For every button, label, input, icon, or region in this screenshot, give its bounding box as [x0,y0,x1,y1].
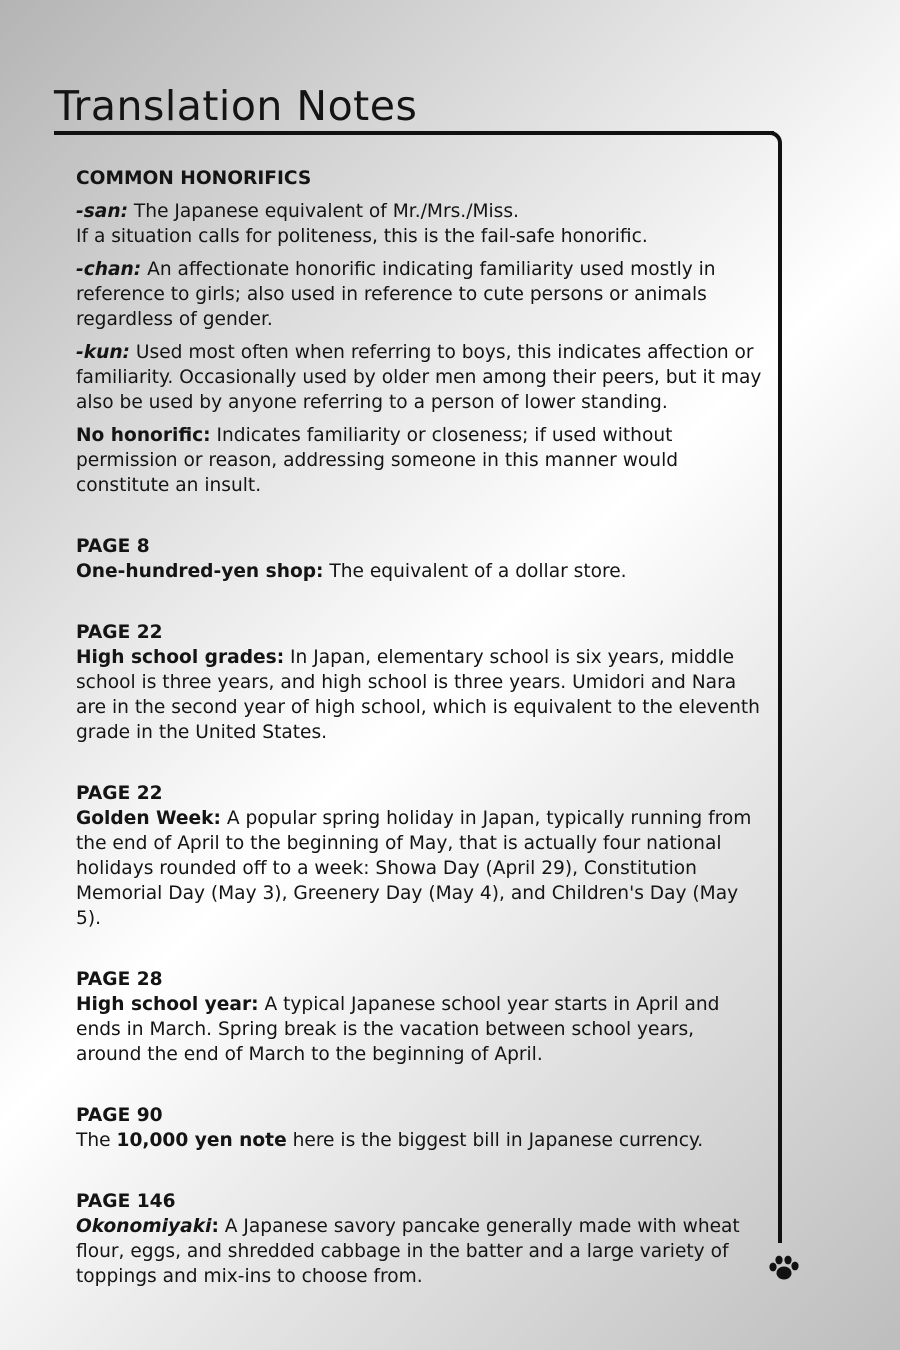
honorific-san [76,199,764,249]
note-body [76,1214,764,1289]
note-term: High school year: [76,994,259,1015]
note-body [76,992,764,1067]
note-text: The equivalent of a dollar store. [323,561,627,582]
page-title: Translation Notes [54,82,418,130]
note-page-label: PAGE 90 [76,1105,163,1126]
note-page-label: PAGE 8 [76,536,150,557]
note-text: A Japanese savory pancake generally made with wheat flour, eggs, and shredded cabbage in the batter and a large variety of toppings and mix-ins to choose from. [76,1216,740,1287]
honorific-text: Used most often when referring to boys, this indicates affection or familiarity. Occasionally used by older men among their peers, but it may also be used by anyone referring to a person of lower standing. [76,342,762,413]
honorific-chan [76,257,764,332]
note-page-90 [76,1103,764,1153]
note-page-22-grades [76,620,764,745]
honorific-none [76,423,764,498]
frame-right-rule [778,145,782,1243]
honorific-term: -chan: [76,259,142,280]
note-term: One-hundred-yen shop: [76,561,324,582]
note-page-22-golden-week [76,781,764,931]
paw-print-icon [765,1252,801,1282]
note-page-8 [76,534,764,584]
note-text: In Japan, elementary school is six years, middle school is three years, and high school is three years. Umidori and Nara are in the second year of high school, which is equivalent to the eleventh grade in the United States. [76,647,760,743]
note-term: 10,000 yen note [116,1130,287,1151]
honorific-kun [76,340,764,415]
note-page-146 [76,1189,764,1289]
honorific-text: Indicates familiarity or closeness; if used without permission or reason, addressing someone in this manner would constitute an insult. [76,425,679,496]
honorific-term: -san: [76,201,129,222]
note-text: A popular spring holiday in Japan, typically running from the end of April to the beginning of May, that is actually four national holidays rounded off to a week: Showa Day (April 29), Constitution Memorial Day (May 3), Greenery Day (May 4), and Children's Day (May 5). [76,808,752,929]
honorific-text: An affectionate honorific indicating familiarity used mostly in reference to girls; also used in reference to cute persons or animals regardless of gender. [76,259,716,330]
notes-body [76,166,764,1289]
note-page-label: PAGE 146 [76,1191,176,1212]
note-page-label: PAGE 22 [76,783,163,804]
note-page-label: PAGE 28 [76,969,163,990]
note-term: Golden Week: [76,808,221,829]
note-text: A typical Japanese school year starts in April and ends in March. Spring break is the vacation between school years, around the end of March to the beginning of April. [76,994,720,1065]
note-term-colon: : [211,1216,219,1237]
honorific-text: If a situation calls for politeness, this is the fail-safe honorific. [76,226,648,247]
honorific-text: The Japanese equivalent of Mr./Mrs./Miss. [128,201,519,222]
note-body [76,559,764,584]
note-term: Okonomiyaki [76,1216,212,1237]
note-page-label: PAGE 22 [76,622,163,643]
note-body [76,645,764,745]
note-body [76,1128,764,1153]
note-prefix: The [76,1130,117,1151]
note-body [76,806,764,931]
note-term: High school grades: [76,647,285,668]
honorific-term: -kun: [76,342,130,363]
frame-top-rule [54,131,774,135]
honorifics-heading: COMMON HONORIFICS [76,168,312,189]
note-text: here is the biggest bill in Japanese currency. [286,1130,704,1151]
honorific-term: No honorific: [76,425,211,446]
note-page-28 [76,967,764,1067]
